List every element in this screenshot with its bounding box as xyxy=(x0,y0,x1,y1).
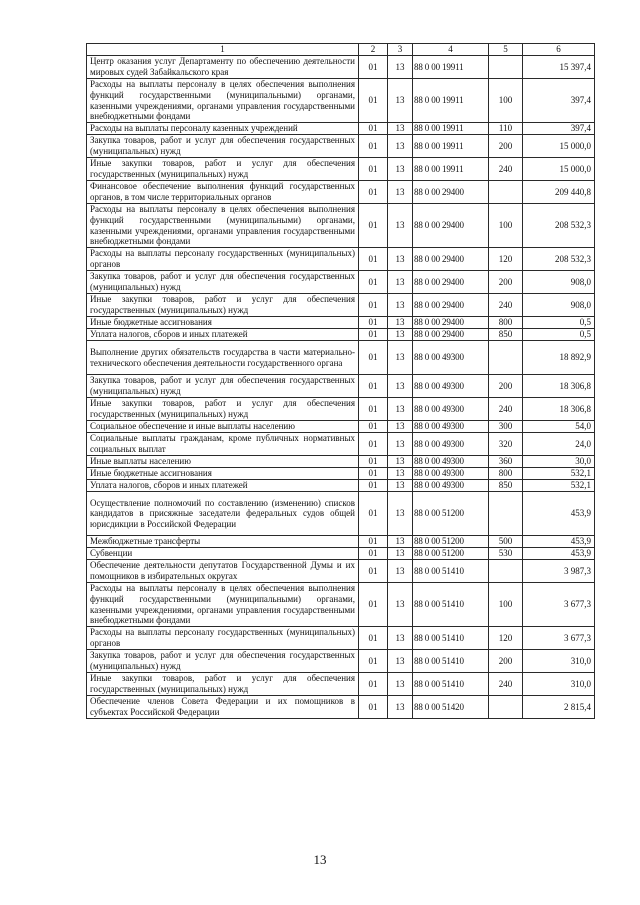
section-code: 01 xyxy=(359,696,388,719)
line-item-name: Иные закупки товаров, работ и услуг для обеспечения государственных (муниципальных) нужд xyxy=(87,158,359,181)
section-code: 01 xyxy=(359,341,388,375)
section-code: 01 xyxy=(359,56,388,79)
target-article-code: 88 0 00 29400 xyxy=(413,271,489,294)
table-row xyxy=(87,271,595,294)
table-row xyxy=(87,248,595,271)
table-row xyxy=(87,548,595,560)
amount-value: 397,4 xyxy=(523,79,595,123)
target-article-code: 88 0 00 51200 xyxy=(413,536,489,548)
target-article-code: 88 0 00 49300 xyxy=(413,456,489,468)
section-code: 01 xyxy=(359,492,388,536)
line-item-name: Центр оказания услуг Департаменту по обеспечению деятельности мировых судей Забайкальского края xyxy=(87,56,359,79)
subsection-code: 13 xyxy=(388,421,413,433)
expense-type-code: 120 xyxy=(489,627,523,650)
line-item-name: Расходы на выплаты персоналу в целях обеспечения выполнения функций государственными (муниципальными) органами, казенными учреждениями, органами управления государственными внебюджетными фондами xyxy=(87,204,359,248)
line-item-name: Расходы на выплаты персоналу в целях обеспечения выполнения функций государственными (муниципальными) органами, казенными учреждениями, органами управления государственными внебюджетными фондами xyxy=(87,583,359,627)
amount-value: 532,1 xyxy=(523,480,595,492)
target-article-code: 88 0 00 51410 xyxy=(413,673,489,696)
expense-type-code: 300 xyxy=(489,421,523,433)
section-code: 01 xyxy=(359,204,388,248)
target-article-code: 88 0 00 29400 xyxy=(413,248,489,271)
section-code: 01 xyxy=(359,123,388,135)
table-row xyxy=(87,433,595,456)
table-row xyxy=(87,158,595,181)
expense-type-code: 110 xyxy=(489,123,523,135)
expense-type-code xyxy=(489,56,523,79)
subsection-code: 13 xyxy=(388,433,413,456)
expense-type-code: 320 xyxy=(489,433,523,456)
section-code: 01 xyxy=(359,548,388,560)
amount-value: 208 532,3 xyxy=(523,204,595,248)
table-row xyxy=(87,650,595,673)
target-article-code: 88 0 00 51200 xyxy=(413,548,489,560)
table-row xyxy=(87,317,595,329)
section-code: 01 xyxy=(359,181,388,204)
section-code: 01 xyxy=(359,135,388,158)
line-item-name: Закупка товаров, работ и услуг для обеспечения государственных (муниципальных) нужд xyxy=(87,271,359,294)
subsection-code: 13 xyxy=(388,181,413,204)
table-row xyxy=(87,294,595,317)
amount-value: 3 677,3 xyxy=(523,583,595,627)
subsection-code: 13 xyxy=(388,79,413,123)
subsection-code: 13 xyxy=(388,536,413,548)
amount-value: 209 440,8 xyxy=(523,181,595,204)
subsection-code: 13 xyxy=(388,398,413,421)
target-article-code: 88 0 00 49300 xyxy=(413,468,489,480)
expense-type-code xyxy=(489,492,523,536)
amount-value: 24,0 xyxy=(523,433,595,456)
amount-value: 397,4 xyxy=(523,123,595,135)
subsection-code: 13 xyxy=(388,329,413,341)
amount-value: 532,1 xyxy=(523,468,595,480)
table-row xyxy=(87,536,595,548)
target-article-code: 88 0 00 29400 xyxy=(413,317,489,329)
expense-type-code: 200 xyxy=(489,375,523,398)
amount-value: 3 987,3 xyxy=(523,560,595,583)
amount-value: 453,9 xyxy=(523,548,595,560)
section-code: 01 xyxy=(359,421,388,433)
target-article-code: 88 0 00 29400 xyxy=(413,204,489,248)
subsection-code: 13 xyxy=(388,650,413,673)
column-header: 1 xyxy=(87,44,359,56)
section-code: 01 xyxy=(359,329,388,341)
target-article-code: 88 0 00 51410 xyxy=(413,627,489,650)
amount-value: 18 892,9 xyxy=(523,341,595,375)
table-row xyxy=(87,375,595,398)
line-item-name: Финансовое обеспечение выполнения функций государственных органов, в том числе территориальных органов xyxy=(87,181,359,204)
table-row xyxy=(87,341,595,375)
line-item-name: Расходы на выплаты персоналу государственных (муниципальных) органов xyxy=(87,248,359,271)
subsection-code: 13 xyxy=(388,317,413,329)
table-header-row xyxy=(87,44,595,56)
line-item-name: Иные закупки товаров, работ и услуг для обеспечения государственных (муниципальных) нужд xyxy=(87,294,359,317)
subsection-code: 13 xyxy=(388,56,413,79)
subsection-code: 13 xyxy=(388,548,413,560)
target-article-code: 88 0 00 19911 xyxy=(413,79,489,123)
section-code: 01 xyxy=(359,79,388,123)
target-article-code: 88 0 00 19911 xyxy=(413,123,489,135)
line-item-name: Иные бюджетные ассигнования xyxy=(87,317,359,329)
expense-type-code: 100 xyxy=(489,204,523,248)
amount-value: 18 306,8 xyxy=(523,375,595,398)
subsection-code: 13 xyxy=(388,248,413,271)
expense-type-code: 100 xyxy=(489,583,523,627)
table-row xyxy=(87,181,595,204)
section-code: 01 xyxy=(359,627,388,650)
table-row xyxy=(87,468,595,480)
target-article-code: 88 0 00 49300 xyxy=(413,421,489,433)
subsection-code: 13 xyxy=(388,123,413,135)
section-code: 01 xyxy=(359,480,388,492)
section-code: 01 xyxy=(359,456,388,468)
line-item-name: Закупка товаров, работ и услуг для обеспечения государственных (муниципальных) нужд xyxy=(87,650,359,673)
expense-type-code: 360 xyxy=(489,456,523,468)
table-row xyxy=(87,583,595,627)
amount-value: 0,5 xyxy=(523,329,595,341)
expense-type-code: 120 xyxy=(489,248,523,271)
target-article-code: 88 0 00 49300 xyxy=(413,341,489,375)
line-item-name: Иные закупки товаров, работ и услуг для обеспечения государственных (муниципальных) нужд xyxy=(87,398,359,421)
subsection-code: 13 xyxy=(388,468,413,480)
expense-type-code: 850 xyxy=(489,480,523,492)
line-item-name: Иные выплаты населению xyxy=(87,456,359,468)
expense-type-code xyxy=(489,341,523,375)
table-row xyxy=(87,480,595,492)
amount-value: 18 306,8 xyxy=(523,398,595,421)
amount-value: 453,9 xyxy=(523,492,595,536)
table-row xyxy=(87,456,595,468)
line-item-name: Расходы на выплаты персоналу государственных (муниципальных) органов xyxy=(87,627,359,650)
subsection-code: 13 xyxy=(388,456,413,468)
expense-type-code: 200 xyxy=(489,650,523,673)
subsection-code: 13 xyxy=(388,204,413,248)
target-article-code: 88 0 00 29400 xyxy=(413,181,489,204)
target-article-code: 88 0 00 51410 xyxy=(413,583,489,627)
subsection-code: 13 xyxy=(388,294,413,317)
table-row xyxy=(87,329,595,341)
section-code: 01 xyxy=(359,583,388,627)
expense-type-code: 240 xyxy=(489,673,523,696)
target-article-code: 88 0 00 49300 xyxy=(413,398,489,421)
amount-value: 15 000,0 xyxy=(523,158,595,181)
expense-type-code: 530 xyxy=(489,548,523,560)
column-header: 2 xyxy=(359,44,388,56)
section-code: 01 xyxy=(359,650,388,673)
target-article-code: 88 0 00 29400 xyxy=(413,329,489,341)
target-article-code: 88 0 00 49300 xyxy=(413,433,489,456)
table-row xyxy=(87,673,595,696)
target-article-code: 88 0 00 29400 xyxy=(413,294,489,317)
expense-type-code xyxy=(489,181,523,204)
amount-value: 0,5 xyxy=(523,317,595,329)
table-row xyxy=(87,627,595,650)
table-row xyxy=(87,696,595,719)
amount-value: 3 677,3 xyxy=(523,627,595,650)
section-code: 01 xyxy=(359,375,388,398)
subsection-code: 13 xyxy=(388,560,413,583)
target-article-code: 88 0 00 19911 xyxy=(413,56,489,79)
subsection-code: 13 xyxy=(388,583,413,627)
expense-type-code: 240 xyxy=(489,398,523,421)
target-article-code: 88 0 00 19911 xyxy=(413,135,489,158)
amount-value: 15 000,0 xyxy=(523,135,595,158)
section-code: 01 xyxy=(359,317,388,329)
expense-type-code xyxy=(489,560,523,583)
section-code: 01 xyxy=(359,433,388,456)
target-article-code: 88 0 00 51200 xyxy=(413,492,489,536)
amount-value: 30,0 xyxy=(523,456,595,468)
table-row xyxy=(87,135,595,158)
amount-value: 908,0 xyxy=(523,294,595,317)
table-row xyxy=(87,56,595,79)
target-article-code: 88 0 00 51420 xyxy=(413,696,489,719)
line-item-name: Закупка товаров, работ и услуг для обеспечения государственных (муниципальных) нужд xyxy=(87,135,359,158)
subsection-code: 13 xyxy=(388,375,413,398)
column-header: 3 xyxy=(388,44,413,56)
subsection-code: 13 xyxy=(388,271,413,294)
expense-type-code: 100 xyxy=(489,79,523,123)
expense-type-code: 500 xyxy=(489,536,523,548)
section-code: 01 xyxy=(359,271,388,294)
target-article-code: 88 0 00 51410 xyxy=(413,650,489,673)
expense-type-code xyxy=(489,696,523,719)
amount-value: 908,0 xyxy=(523,271,595,294)
column-header: 5 xyxy=(489,44,523,56)
line-item-name: Субвенции xyxy=(87,548,359,560)
table-row xyxy=(87,560,595,583)
target-article-code: 88 0 00 51410 xyxy=(413,560,489,583)
section-code: 01 xyxy=(359,536,388,548)
table-row xyxy=(87,79,595,123)
target-article-code: 88 0 00 19911 xyxy=(413,158,489,181)
amount-value: 15 397,4 xyxy=(523,56,595,79)
expense-type-code: 800 xyxy=(489,317,523,329)
subsection-code: 13 xyxy=(388,341,413,375)
amount-value: 310,0 xyxy=(523,650,595,673)
table-row xyxy=(87,123,595,135)
amount-value: 54,0 xyxy=(523,421,595,433)
table-row xyxy=(87,492,595,536)
line-item-name: Обеспечение деятельности депутатов Государственной Думы и их помощников в избирательных округах xyxy=(87,560,359,583)
line-item-name: Иные бюджетные ассигнования xyxy=(87,468,359,480)
column-header: 6 xyxy=(523,44,595,56)
table-row xyxy=(87,398,595,421)
line-item-name: Расходы на выплаты персоналу казенных учреждений xyxy=(87,123,359,135)
line-item-name: Межбюджетные трансферты xyxy=(87,536,359,548)
expense-type-code: 200 xyxy=(489,271,523,294)
budget-table xyxy=(86,43,595,719)
expense-type-code: 240 xyxy=(489,158,523,181)
expense-type-code: 200 xyxy=(489,135,523,158)
section-code: 01 xyxy=(359,468,388,480)
subsection-code: 13 xyxy=(388,696,413,719)
amount-value: 2 815,4 xyxy=(523,696,595,719)
section-code: 01 xyxy=(359,398,388,421)
subsection-code: 13 xyxy=(388,627,413,650)
section-code: 01 xyxy=(359,560,388,583)
line-item-name: Социальные выплаты гражданам, кроме публичных нормативных социальных выплат xyxy=(87,433,359,456)
page-number: 13 xyxy=(313,852,327,867)
table-row xyxy=(87,421,595,433)
subsection-code: 13 xyxy=(388,480,413,492)
amount-value: 453,9 xyxy=(523,536,595,548)
line-item-name: Закупка товаров, работ и услуг для обеспечения государственных (муниципальных) нужд xyxy=(87,375,359,398)
section-code: 01 xyxy=(359,673,388,696)
amount-value: 310,0 xyxy=(523,673,595,696)
table-body xyxy=(87,56,595,719)
expense-type-code: 850 xyxy=(489,329,523,341)
section-code: 01 xyxy=(359,158,388,181)
budget-table-page xyxy=(86,43,594,719)
target-article-code: 88 0 00 49300 xyxy=(413,375,489,398)
amount-value: 208 532,3 xyxy=(523,248,595,271)
subsection-code: 13 xyxy=(388,673,413,696)
line-item-name: Осуществление полномочий по составлению (изменению) списков кандидатов в присяжные заседатели федеральных судов общей юрисдикции в Российской Федерации xyxy=(87,492,359,536)
section-code: 01 xyxy=(359,294,388,317)
target-article-code: 88 0 00 49300 xyxy=(413,480,489,492)
expense-type-code: 240 xyxy=(489,294,523,317)
table-row xyxy=(87,204,595,248)
line-item-name: Уплата налогов, сборов и иных платежей xyxy=(87,480,359,492)
section-code: 01 xyxy=(359,248,388,271)
line-item-name: Иные закупки товаров, работ и услуг для обеспечения государственных (муниципальных) нужд xyxy=(87,673,359,696)
subsection-code: 13 xyxy=(388,135,413,158)
expense-type-code: 800 xyxy=(489,468,523,480)
line-item-name: Выполнение других обязательств государства в части материально-технического обеспечения деятельности государственного органа xyxy=(87,341,359,375)
line-item-name: Социальное обеспечение и иные выплаты населению xyxy=(87,421,359,433)
column-header: 4 xyxy=(413,44,489,56)
subsection-code: 13 xyxy=(388,158,413,181)
line-item-name: Обеспечение членов Совета Федерации и их помощников в субъектах Российской Федерации xyxy=(87,696,359,719)
line-item-name: Уплата налогов, сборов и иных платежей xyxy=(87,329,359,341)
subsection-code: 13 xyxy=(388,492,413,536)
line-item-name: Расходы на выплаты персоналу в целях обеспечения выполнения функций государственными (муниципальными) органами, казенными учреждениями, органами управления государственными внебюджетными фондами xyxy=(87,79,359,123)
